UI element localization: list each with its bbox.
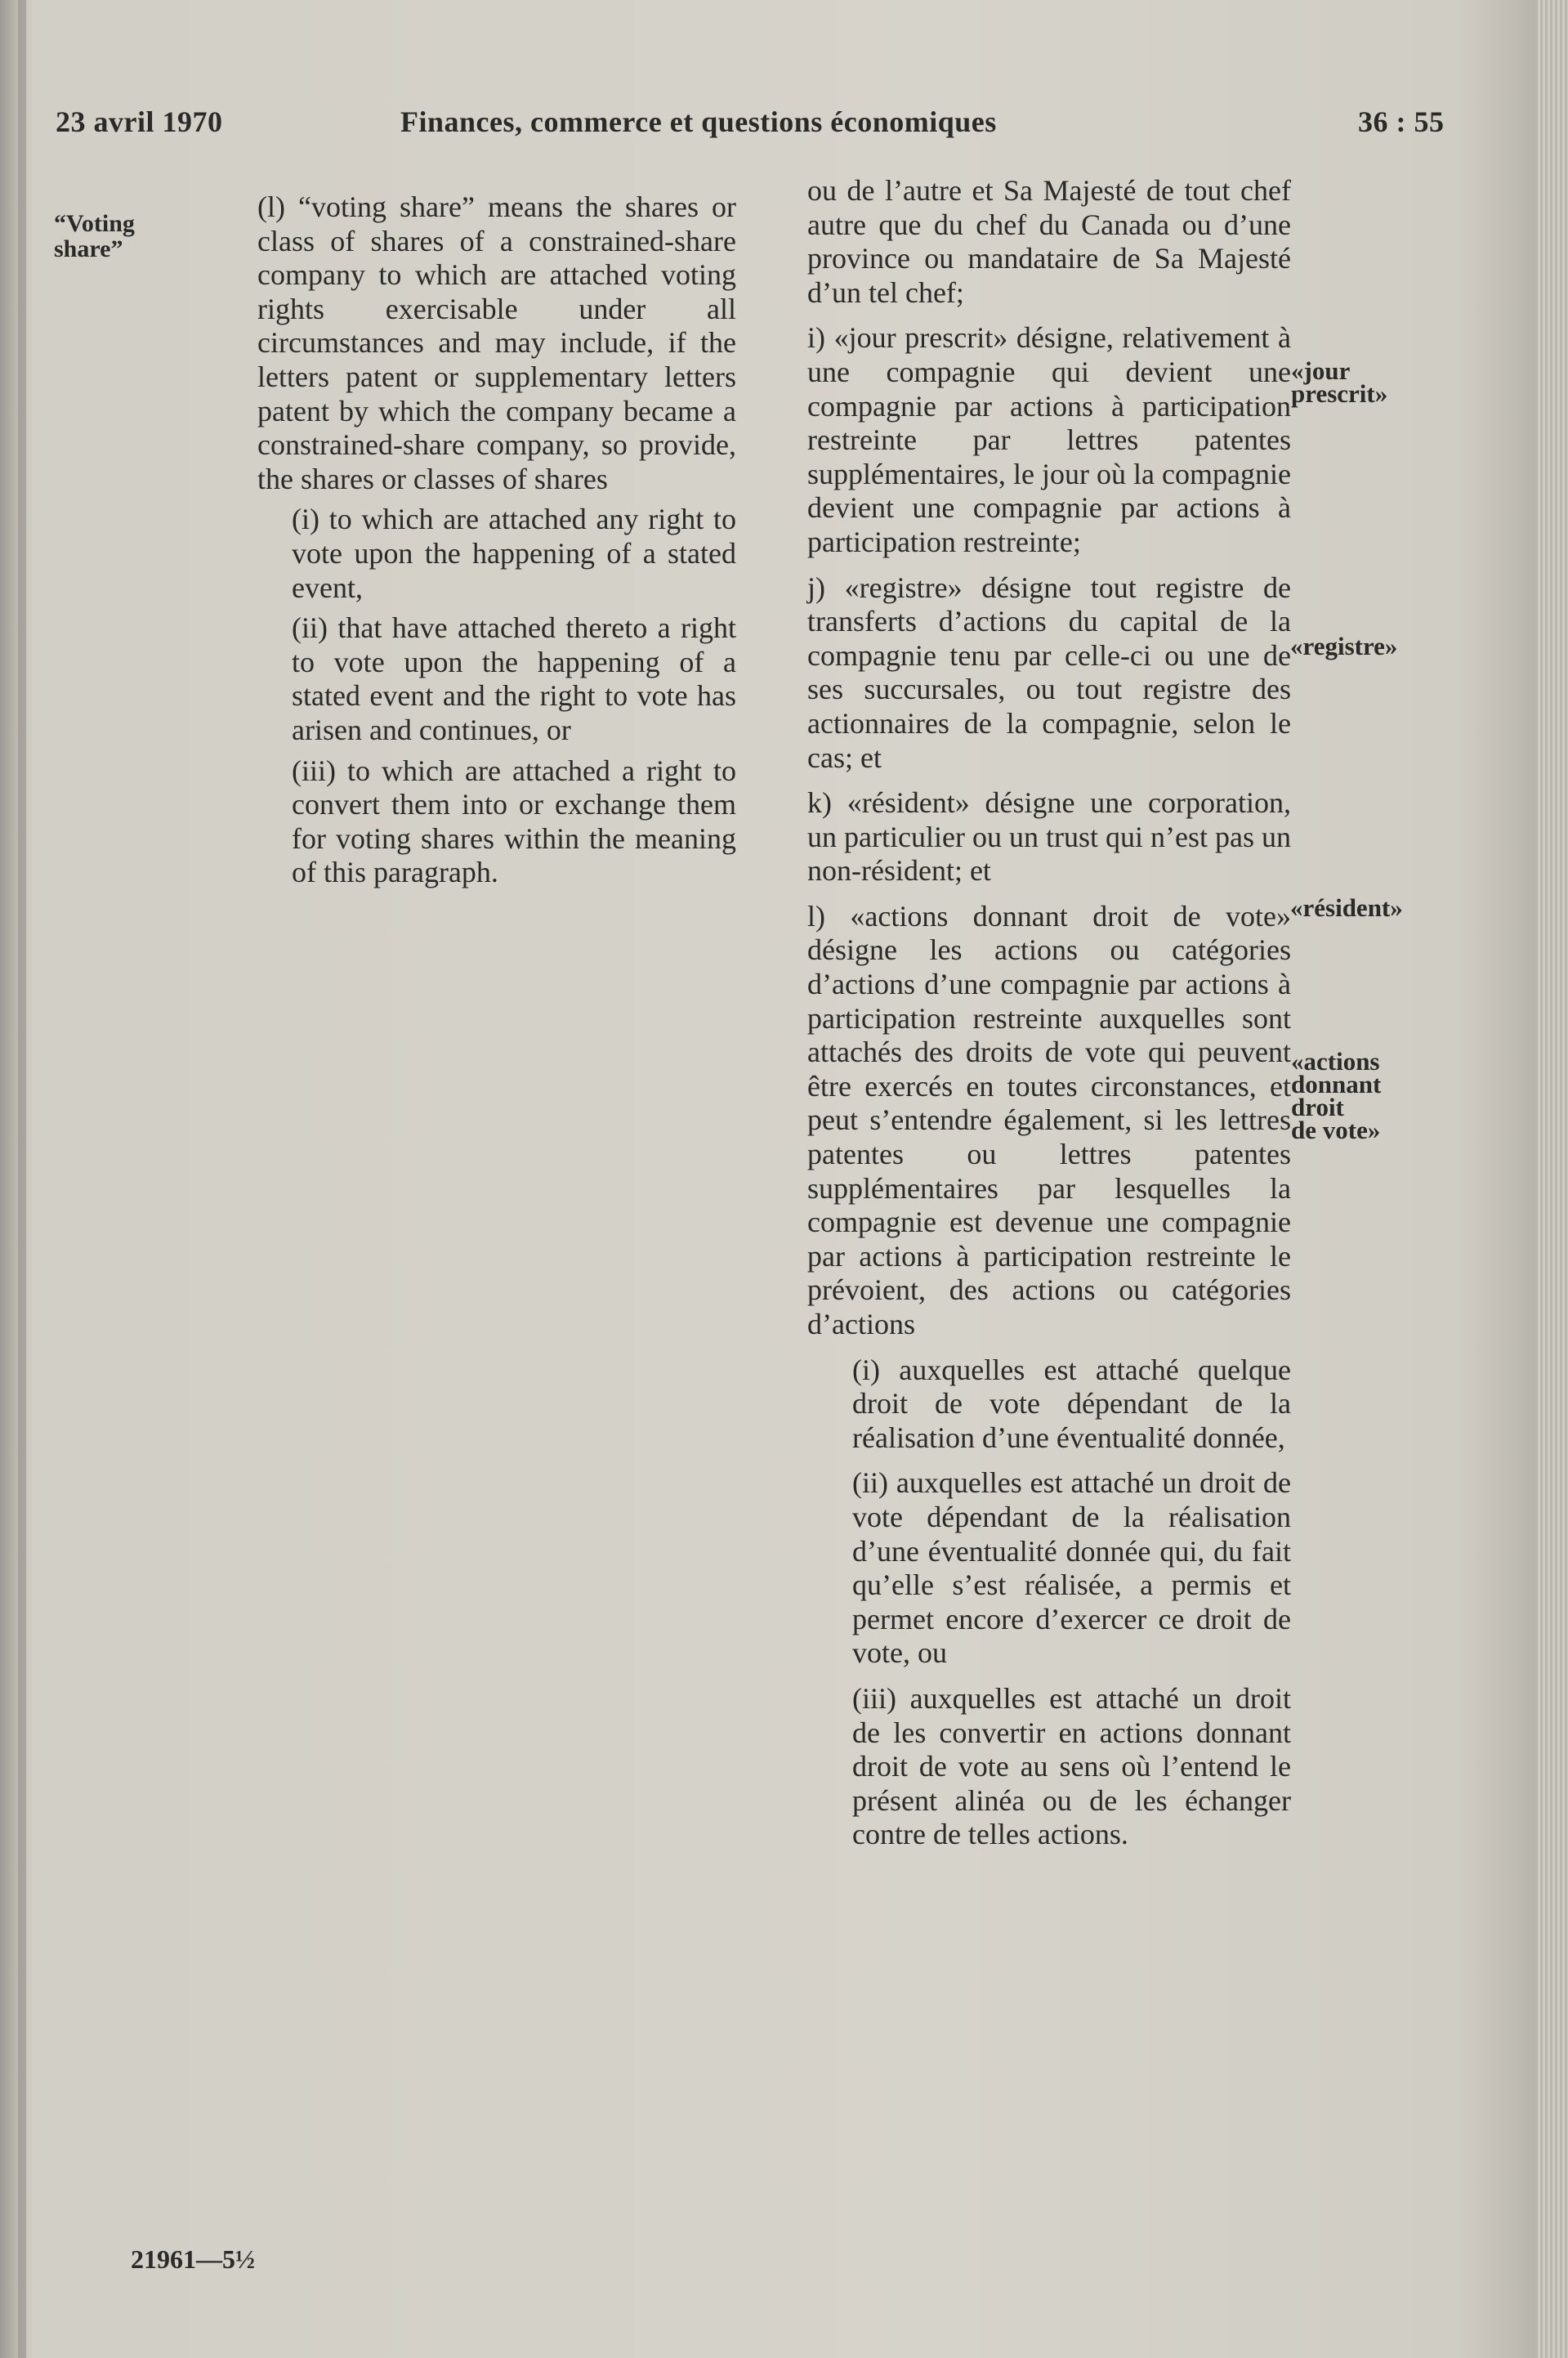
french-column xyxy=(807,174,1291,1852)
paragraph-continuation: ou de l’autre et Sa Majesté de tout chef autre que du chef du Canada ou d’une province ou mandataire de Sa Majesté d’un tel chef; xyxy=(807,174,1291,309)
margin-note-line: «jour xyxy=(1291,356,1351,385)
alinea-i: (i) auxquelles est attaché quelque droit de vote dépendant de la réalisation d’une éventualité donnée, xyxy=(852,1353,1291,1454)
printing-code: 21961—5½ xyxy=(131,2244,255,2274)
margin-note-line: droit xyxy=(1291,1093,1344,1121)
margin-note-line: “Voting xyxy=(54,210,135,237)
margin-note-line: donnant xyxy=(1291,1070,1382,1098)
margin-note-registre: «registre» xyxy=(1290,632,1398,660)
margin-note-voting-share xyxy=(54,211,135,262)
definition-registre: j) «registre» désigne tout registre de transferts d’actions du capital de la compagnie tenu par celle-ci ou une de ses succursales, ou tout registre des actionnaires de la compagnie, selon le cas; et xyxy=(807,570,1291,774)
margin-note-line: prescrit» xyxy=(1291,379,1388,408)
margin-note-line: share” xyxy=(54,235,123,262)
definition-resident: k) «résident» désigne une corporation, un particulier ou un trust qui n’est pas un non-résident; et xyxy=(807,786,1291,888)
definition-voting-share: (l) “voting share” means the shares or class of shares of a constrained-share company to which are attached voting rights exercisable under all circumstances and may include, if the letters patent or supplementary letters patent by which the company became a constrained-share company, so provide, the shares or classes of shares xyxy=(257,190,736,495)
subparagraph-i: (i) to which are attached any right to vote upon the happening of a stated event, xyxy=(292,503,736,604)
definition-actions-donnant-droit-de-vote: l) «actions donnant droit de vote» désigne les actions ou catégories d’actions d’une compagnie par actions à participation restreinte auxquelles sont attachés des droits de vote qui peuvent être exercés en toutes circonstances, et peut s’entendre également, si les lettres patentes ou lettres patentes supplémentaires par lesquelles la compagnie est devenue une compagnie par actions à participation restreinte le prévoient, des actions ou catégories d’actions xyxy=(807,899,1291,1340)
page-edge-stack xyxy=(1535,0,1568,2358)
english-column xyxy=(257,190,736,890)
margin-note-line: de vote» xyxy=(1291,1116,1381,1144)
margin-note-jour-prescrit xyxy=(1291,356,1388,408)
margin-note-line: «actions xyxy=(1291,1047,1380,1076)
header-title: Finances, commerce et questions économiques xyxy=(400,105,997,138)
subparagraph-iii: (iii) to which are attached a right to convert them into or exchange them for voting shares within the meaning of this paragraph. xyxy=(292,754,736,889)
binding-shadow xyxy=(18,0,26,2358)
header-date: 23 avril 1970 xyxy=(56,105,223,138)
subparagraph-ii: (ii) that have attached thereto a right to vote upon the happening of a stated event and the right to vote has arisen and continues, or xyxy=(292,611,736,746)
definition-jour-prescrit: i) «jour prescrit» désigne, relativement à une compagnie qui devient une compagnie par actions à participation restreinte par lettres patentes supplémentaires, le jour où la compagnie devient une compagnie par actions à participation restreinte; xyxy=(807,321,1291,558)
header-page-number: 36 : 55 xyxy=(1358,105,1445,138)
margin-note-resident: «résident» xyxy=(1290,893,1403,922)
margin-note-actions-donnant-droit-de-vote xyxy=(1291,1047,1382,1144)
alinea-iii: (iii) auxquelles est attaché un droit de les convertir en actions donnant droit de vote au sens où l’entend le présent alinéa ou de les échanger contre de telles actions. xyxy=(852,1681,1291,1851)
alinea-ii: (ii) auxquelles est attaché un droit de vote dépendant de la réalisation d’une éventualité donnée qui, du fait qu’elle s’est réalisée, a permis et permet encore d’exercer ce droit de vote, ou xyxy=(852,1466,1291,1670)
